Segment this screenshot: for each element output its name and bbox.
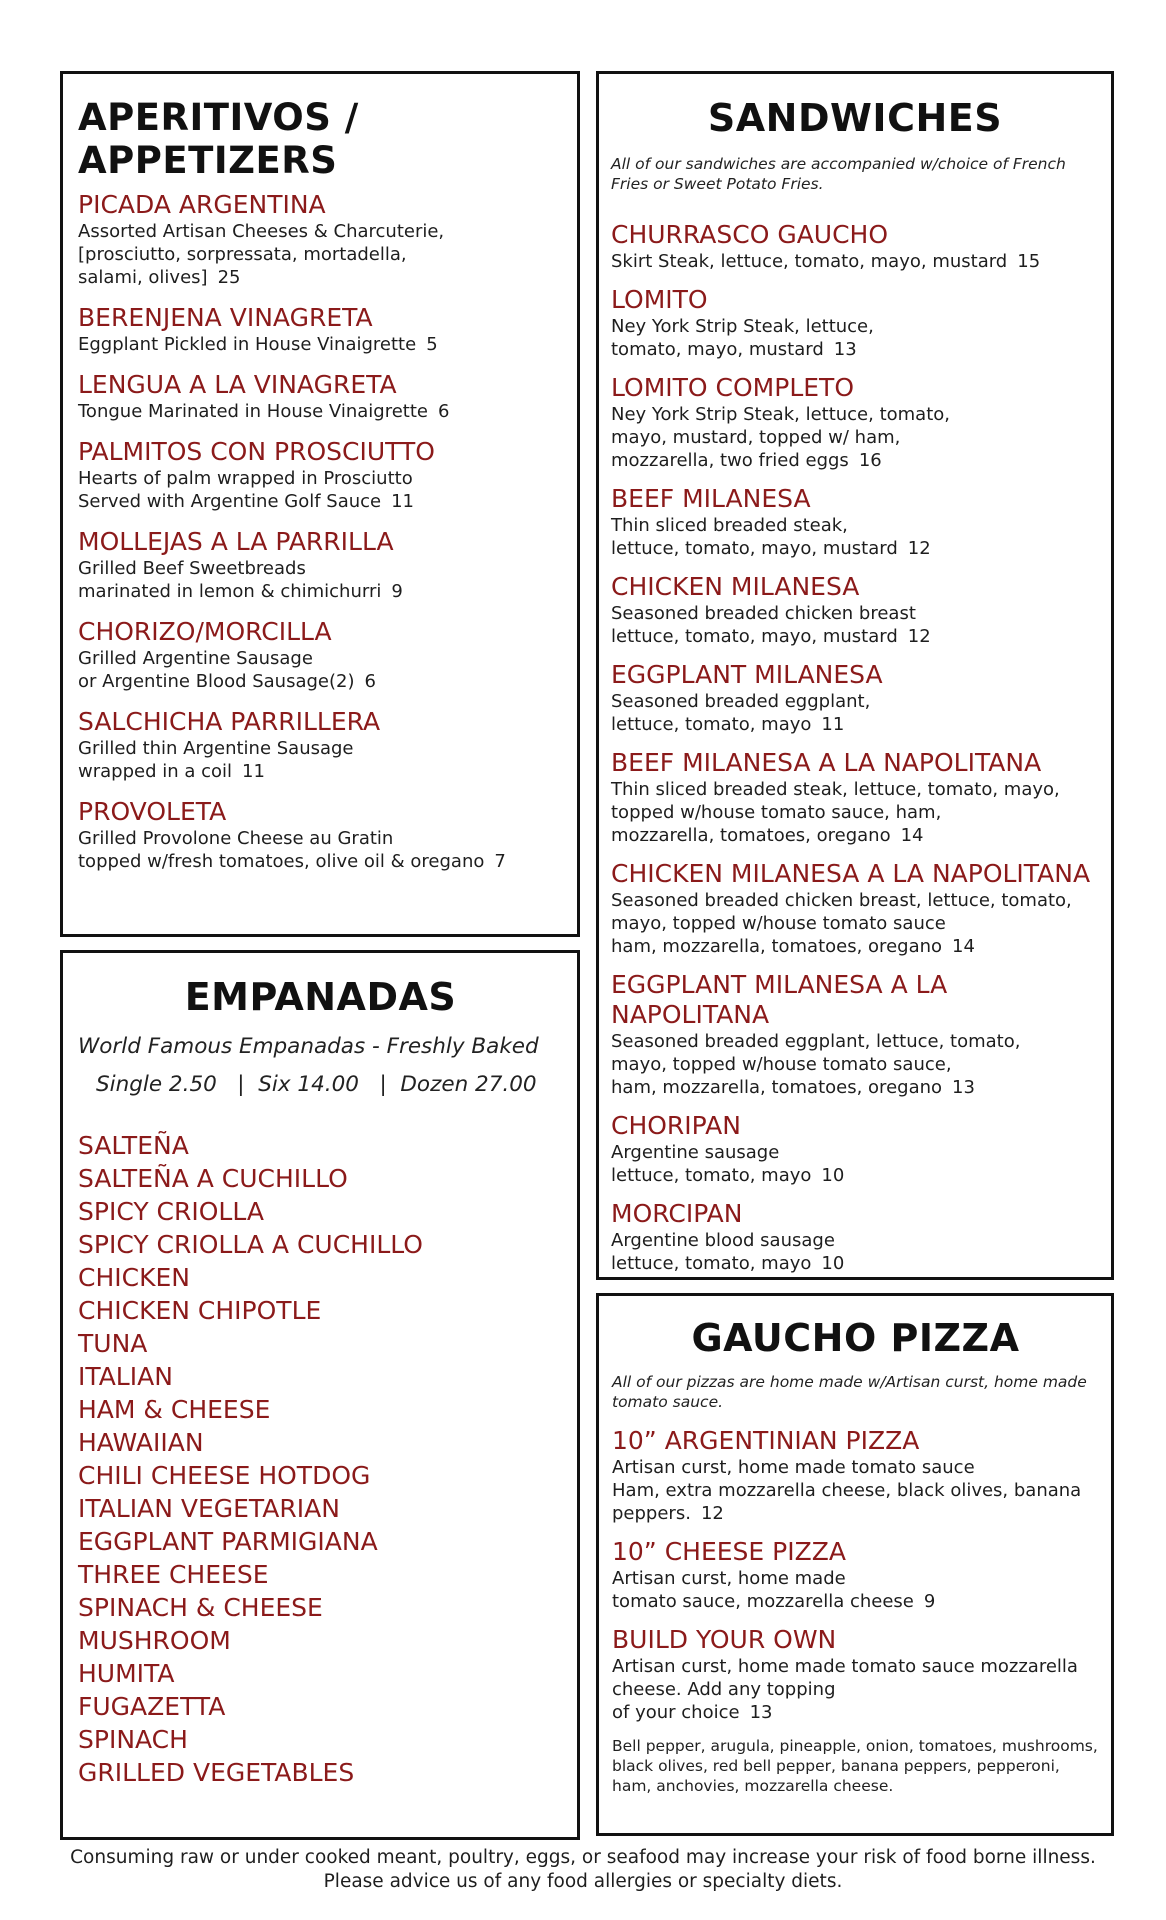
sandwiches-title: SANDWICHES [707,96,1003,140]
menu-item-name: MORCIPAN [611,1199,743,1228]
menu-item-description [78,333,563,356]
menu-item-description [611,778,1099,847]
menu-item-description [611,514,1099,560]
menu-item-description-text: Tongue Marinated in House Vinaigrette [78,401,428,422]
menu-item-price: 11 [821,714,845,735]
empanadas-panel [60,950,580,1840]
menu-item-description-text: Grilled Provolone Cheese au Gratin topped w/fresh tomatoes, olive oil & oregano [78,828,485,872]
menu-item [612,1625,1099,1724]
menu-item-description [78,827,563,873]
menu-item [78,527,563,603]
menu-item-name: CHICKEN MILANESA [611,572,860,601]
empanada-flavor: EGGPLANT PARMIGIANA [78,1527,378,1556]
menu-item-description [78,557,563,603]
menu-item-description-text: Seasoned breaded chicken breast, lettuce, tomato, mayo, topped w/house tomato sauce ham, mozzarella, tomatoes, oregano [611,890,1072,957]
sandwiches-panel [596,71,1114,1280]
menu-item-price: 12 [700,1503,724,1524]
pizza-list [612,1426,1099,1724]
menu-item-price: 16 [858,450,882,471]
empanada-flavor: MUSHROOM [78,1626,231,1655]
empanada-flavor: ITALIAN [78,1362,173,1391]
pizza-panel [596,1293,1114,1836]
empanada-flavor: FUGAZETTA [78,1692,226,1721]
menu-item-description-text: Seasoned breaded chicken breast lettuce, tomato, mayo, mustard [611,603,916,647]
menu-item-price: 9 [923,1591,936,1612]
menu-item-name: BERENJENA VINAGRETA [78,303,373,332]
menu-item-price: 11 [242,761,265,782]
menu-item-name: CHURRASCO GAUCHO [611,220,889,249]
empanada-flavor: HAWAIIAN [78,1428,204,1457]
menu-item-price: 15 [1017,251,1041,272]
menu-item-price: 10 [821,1165,845,1186]
allergy-disclaimer [0,1846,1166,1894]
menu-item-name: EGGPLANT MILANESA A LA NAPOLITANA [611,970,948,1029]
menu-item-price: 13 [833,339,857,360]
menu-item-description [611,250,1099,273]
empanada-flavor: SPICY CRIOLLA [78,1197,264,1226]
menu-item [611,220,1099,273]
empanada-flavor: SPINACH & CHEESE [78,1593,323,1622]
menu-item [611,660,1099,736]
appetizers-title: APERITIVOS / APPETIZERS [78,96,359,182]
empanada-flavor: CHILI CHEESE HOTDOG [78,1461,371,1490]
menu-item-description-text: Grilled Beef Sweetbreads marinated in lemon & chimichurri [78,558,382,602]
menu-item [78,190,563,289]
menu-item-description [611,315,1099,361]
menu-item-name: 10” ARGENTINIAN PIZZA [612,1426,920,1455]
menu-item-description [78,647,563,693]
menu-item-description-text: Grilled Argentine Sausage or Argentine Blood Sausage(2) [78,648,355,692]
sandwiches-note: All of our sandwiches are accompanied w/choice of French Fries or Sweet Potato Fries. [611,155,1066,193]
menu-item-description [611,403,1099,472]
menu-item [611,1199,1099,1275]
empanadas-pricing: Single 2.50 | Six 14.00 | Dozen 27.00 [96,1072,537,1097]
menu-item-name: BUILD YOUR OWN [612,1625,837,1654]
menu-item-price: 13 [952,1077,975,1098]
menu-item-description-text: Thin sliced breaded steak, lettuce, tomato, mayo, mustard [611,515,898,559]
menu-item-name: CHICKEN MILANESA A LA NAPOLITANA [611,859,1091,888]
empanada-flavor: SALTEÑA A CUCHILLO [78,1164,348,1193]
menu-item-name: PICADA ARGENTINA [78,190,326,219]
empanada-flavor: GRILLED VEGETABLES [78,1758,355,1787]
menu-item [611,970,1099,1099]
menu-item-name: EGGPLANT MILANESA [611,660,883,689]
empanadas-title: EMPANADAS [184,975,457,1019]
menu-item [611,1111,1099,1187]
menu-item [611,748,1099,847]
menu-item-price: 7 [494,851,506,872]
menu-item-price: 11 [391,491,415,512]
menu-item [611,859,1099,958]
menu-item-description [78,220,563,289]
menu-item-description-text: Argentine sausage lettuce, tomato, mayo [611,1142,812,1186]
menu-item-description [612,1456,1099,1525]
menu-item-description-text: Grilled thin Argentine Sausage wrapped in a coil [78,738,354,782]
menu-item [611,484,1099,560]
menu-item-description [78,467,563,513]
menu-item-description [612,1655,1099,1724]
menu-item-name: 10” CHEESE PIZZA [612,1537,846,1566]
menu-item-price: 6 [364,671,376,692]
empanada-flavor: THREE CHEESE [78,1560,269,1589]
menu-item-description [612,1567,1099,1613]
menu-item-price: 14 [952,936,975,957]
sandwiches-list [611,220,1099,1275]
menu-item [78,617,563,693]
menu-item-description-text: Thin sliced breaded steak, lettuce, tomato, mayo, topped w/house tomato sauce, ham, mozzarella, tomatoes, oregano [611,779,1060,846]
empanadas-list [78,1129,563,1789]
menu-item-description [611,1141,1099,1187]
menu-item [612,1537,1099,1613]
empanada-flavor: SPINACH [78,1725,188,1754]
empanada-flavor: ITALIAN VEGETARIAN [78,1494,340,1523]
menu-item-description [611,1030,1099,1099]
menu-item-price: 13 [749,1702,773,1723]
menu-item-name: SALCHICHA PARRILLERA [78,707,381,736]
menu-item-price: 12 [907,626,931,647]
menu-item-name: BEEF MILANESA [611,484,811,513]
menu-item-name: CHORIZO/MORCILLA [78,617,332,646]
appetizers-list [78,190,563,873]
menu-item-price: 12 [907,538,931,559]
empanadas-subtitle: World Famous Empanadas - Freshly Baked [78,1034,539,1059]
menu-item-name: LOMITO [611,285,708,314]
menu-item-description-text: Artisan curst, home made tomato sauce Ham, extra mozzarella cheese, black olives, banana peppers. [612,1457,1082,1524]
menu-item-name: PROVOLETA [78,797,227,826]
menu-item-description [611,1229,1099,1275]
menu-item-description-text: Assorted Artisan Cheeses & Charcuterie, [prosciutto, sorpressata, mortadella, salami, olives] [78,221,445,288]
empanada-flavor: TUNA [78,1329,148,1358]
empanada-flavor: CHICKEN CHIPOTLE [78,1296,322,1325]
disclaimer-line-1: Consuming raw or under cooked meant, poultry, eggs, or seafood may increase your risk of food borne illness. [70,1847,1096,1868]
menu-item-description-text: Eggplant Pickled in House Vinaigrette [78,334,417,355]
menu-item-description [611,889,1099,958]
menu-item-description-text: Skirt Steak, lettuce, tomato, mayo, mustard [611,251,1008,272]
menu-item-price: 6 [437,401,450,422]
menu-item-price: 14 [900,825,924,846]
menu-item-price: 25 [217,267,241,288]
empanada-flavor: SPICY CRIOLLA A CUCHILLO [78,1230,423,1259]
menu-item [611,572,1099,648]
menu-item-description-text: Hearts of palm wrapped in Prosciutto Served with Argentine Golf Sauce [78,468,413,512]
menu-item-name: LENGUA A LA VINAGRETA [78,370,397,399]
menu-item-description-text: Ney York Strip Steak, lettuce, tomato, mayo, mustard [611,316,874,360]
menu-item-description-text: Artisan curst, home made tomato sauce, mozzarella cheese [612,1568,914,1612]
menu-item-description-text: Argentine blood sausage lettuce, tomato, mayo [611,1230,835,1274]
menu-item-price: 10 [821,1253,845,1274]
menu-item-name: BEEF MILANESA A LA NAPOLITANA [611,748,1042,777]
pizza-title: GAUCHO PIZZA [691,1316,1020,1360]
menu-item-description-text: Seasoned breaded eggplant, lettuce, tomato, mayo, topped w/house tomato sauce, ham, mozzarella, tomatoes, oregano [611,1031,1021,1098]
menu-item [611,285,1099,361]
menu-item-price: 9 [391,581,403,602]
disclaimer-line-2: Please advice us of any food allergies or specialty diets. [323,1871,843,1892]
menu-item-description-text: Seasoned breaded eggplant, lettuce, tomato, mayo [611,691,871,735]
menu-item-price: 5 [426,334,438,355]
menu-item-description [78,737,563,783]
menu-item [78,437,563,513]
empanada-flavor: SALTEÑA [78,1131,189,1160]
menu-item-description [611,602,1099,648]
menu-item [78,707,563,783]
menu-item-name: LOMITO COMPLETO [611,373,855,402]
empanada-flavor: HAM & CHEESE [78,1395,271,1424]
pizza-note: All of our pizzas are home made w/Artisan curst, home made tomato sauce. [612,1373,1087,1411]
menu-item [612,1426,1099,1525]
appetizers-panel [60,71,580,937]
menu-item-name: CHORIPAN [611,1111,741,1140]
menu-item [78,370,563,423]
empanada-flavor: HUMITA [78,1659,175,1688]
menu-item-description [611,690,1099,736]
menu-item-description [78,400,563,423]
menu-item [78,303,563,356]
pizza-toppings: Bell pepper, arugula, pineapple, onion, tomatoes, mushrooms, black olives, red bell pepper, banana peppers, pepperoni, ham, anchovies, mozzarella cheese. [612,1737,1098,1795]
menu-item-name: MOLLEJAS A LA PARRILLA [78,527,394,556]
empanada-flavor: CHICKEN [78,1263,190,1292]
menu-item [611,373,1099,472]
menu-item-name: PALMITOS CON PROSCIUTTO [78,437,435,466]
menu-item [78,797,563,873]
menu-item-description-text: Artisan curst, home made tomato sauce mozzarella cheese. Add any topping of your choice [612,1656,1078,1723]
menu-item-description-text: Ney York Strip Steak, lettuce, tomato, mayo, mustard, topped w/ ham, mozzarella, two fried eggs [611,404,951,471]
